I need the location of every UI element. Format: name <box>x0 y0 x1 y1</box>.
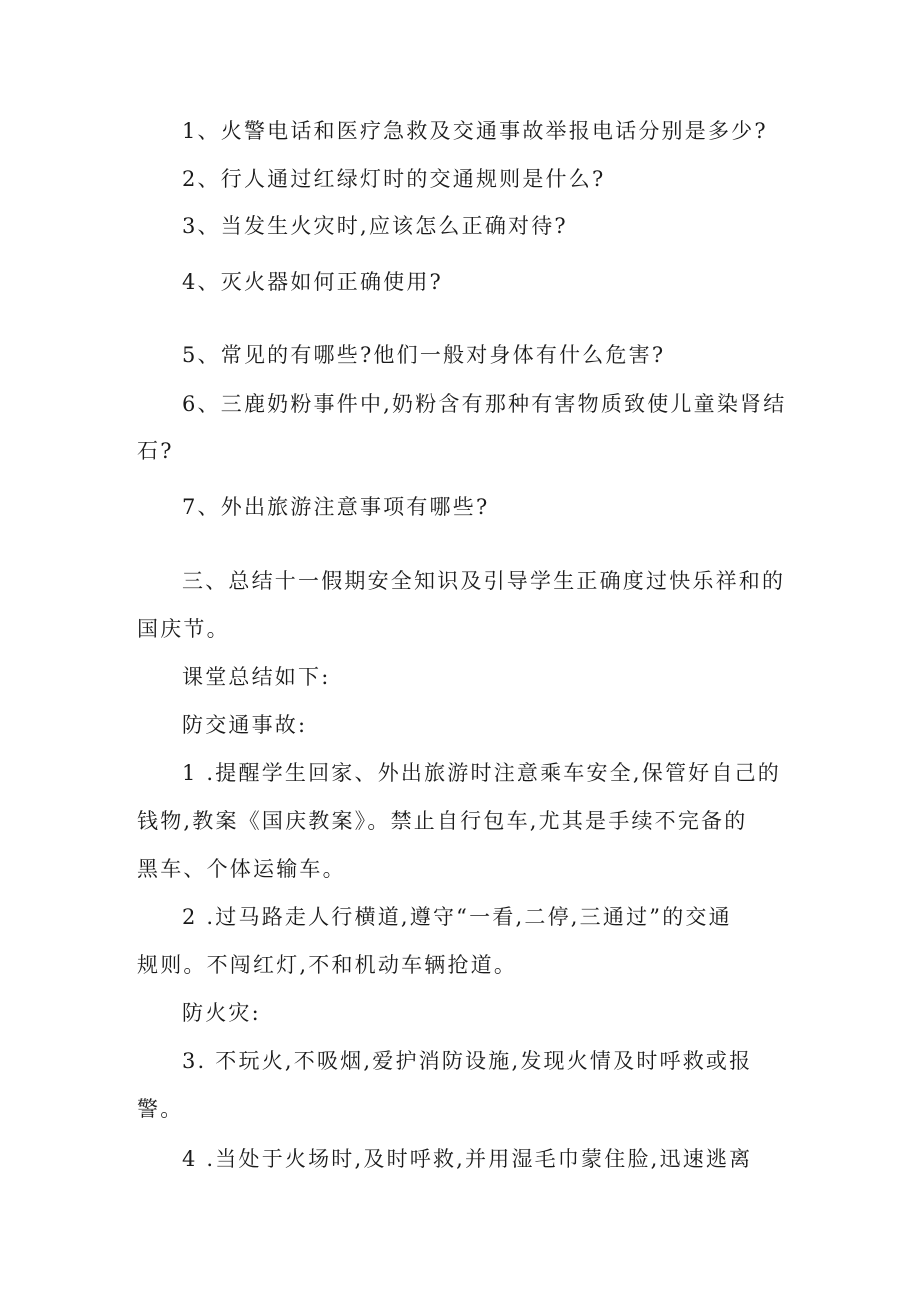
question-4: 4、灭火器如何正确使用? <box>182 270 444 294</box>
question-7: 7、外出旅游注意事项有哪些? <box>182 495 490 519</box>
traffic-item-2: 2 .过马路走人行横道,遵守“一看,二停,三通过”的交通 <box>182 905 732 929</box>
section-three-heading-continued: 国庆节。 <box>137 617 230 641</box>
question-5: 5、常见的有哪些?他们一般对身体有什么危害? <box>182 343 666 367</box>
question-6: 6、三鹿奶粉事件中,奶粉含有那种有害物质致使儿童染肾结 <box>182 392 787 416</box>
traffic-item-1-continued: 钱物,教案《国庆教案》。禁止自行包车,尤其是手续不完备的 <box>137 809 748 833</box>
traffic-item-1: 1 .提醒学生回家、外出旅游时注意乘车安全,保管好自己的 <box>182 761 781 785</box>
question-3: 3、当发生火灾时,应该怎么正确对待? <box>182 214 568 238</box>
fire-heading: 防火灾: <box>182 1001 261 1025</box>
question-6-continued: 石? <box>137 439 174 463</box>
fire-item-3: 3. 不玩火,不吸烟,爱护消防设施,发现火情及时呼救或报 <box>182 1049 753 1073</box>
section-three-heading: 三、总结十一假期安全知识及引导学生正确度过快乐祥和的 <box>182 569 786 593</box>
question-1: 1、火警电话和医疗急救及交通事故举报电话分别是多少? <box>182 119 768 143</box>
traffic-item-1-end: 黑车、个体运输车。 <box>137 857 346 881</box>
fire-item-3-continued: 警。 <box>137 1097 184 1121</box>
traffic-item-2-continued: 规则。不闯红灯,不和机动车辆抢道。 <box>137 953 518 977</box>
traffic-heading: 防交通事故: <box>182 713 308 737</box>
summary-heading: 课堂总结如下: <box>182 665 331 689</box>
fire-item-4: 4 .当处于火场时,及时呼救,并用湿毛巾蒙住脸,迅速逃离 <box>182 1147 753 1171</box>
question-2: 2、行人通过红绿灯时的交通规则是什么? <box>182 167 606 191</box>
